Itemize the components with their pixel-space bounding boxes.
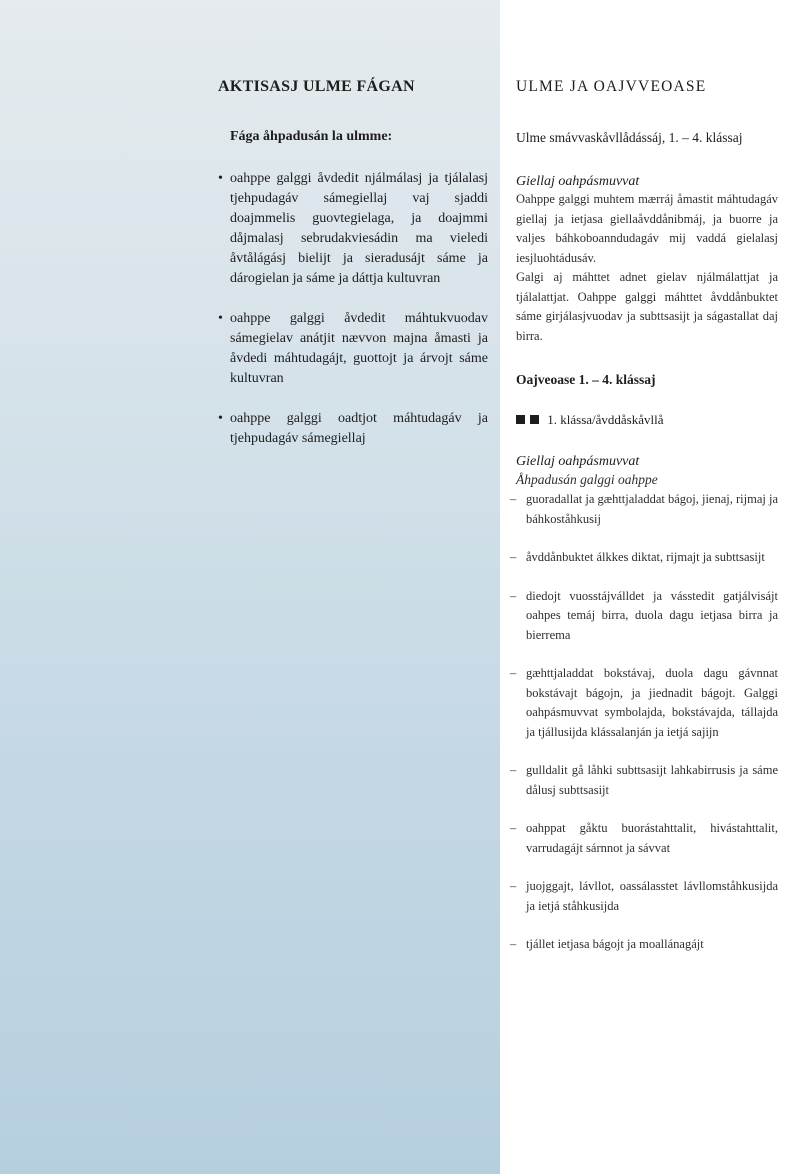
list-item: – guoradallat ja gæhttjaladdat bágoj, jienaj, rijmaj ja báhkoståhkusij <box>516 490 778 529</box>
goal-paragraph-1: Oahppe galggi muhtem mærráj åmastit máhtudagáv giellaj ja ietjasa giellaåvddånibmáj, ja buorre ja valjes báhkoboanndudagáv mij vaddá gielalasj iesjluohtádusáv. <box>516 192 778 265</box>
left-title: AKTISASJ ULME FÁGAN <box>218 78 415 95</box>
list-item: – juojggajt, lávllot, oassálasstet lávllomståhkusijda ja ietjá ståhkusijda <box>516 877 778 916</box>
level-label-row <box>516 412 778 428</box>
list-item: – tjállet ietjasa bágojt ja moallánagájt <box>516 935 778 955</box>
square-bullet-icon <box>530 415 539 424</box>
list-item: – åvddånbuktet álkkes diktat, rijmajt ja subttsasijt <box>516 548 778 568</box>
right-column <box>516 78 778 974</box>
left-column <box>218 78 488 469</box>
list-item: – gæhttjaladdat bokstávaj, duola dagu gávnnat bokstávajt bágojn, ja jiednadit bágojt. Galggi oahpásmuvvat symbolajda, bokstávajda, tállajda ja tjállusijda klássalanján ja ietjá sajijn <box>516 664 778 742</box>
level-label: 1. klássa/åvddåskåvllå <box>547 412 664 427</box>
goal-paragraph-2: Galgi aj máhttet adnet gielav njálmálattjat ja tjálalattjat. Oahppe galggi máhttet åvddånbuktet sáme girjálasjvuodav ja subttsasijt ja ságastallat daj birra. <box>516 270 778 343</box>
square-bullet-icon <box>516 415 525 424</box>
left-subtitle: Fága åhpadusán la ulmme: <box>230 129 393 144</box>
section-heading: Oajveoase 1. – 4. klássaj <box>516 372 656 387</box>
goal-heading: Giellaj oahpásmuvvat <box>516 174 640 189</box>
content-item-list <box>516 490 778 955</box>
list-item: – diedojt vuosstájválldet ja vásstedit gatjálvisájt oahpes temáj birra, duola dagu ietjasa birra ja bierrema <box>516 587 778 646</box>
goal-bullet: • oahppe galggi åvdedit njálmálasj ja tjálalasj tjehpudagáv sámegiellaj vaj sjaddi doajmmelis guovtegielaga, ja doajmmi dåjmalasj sebrudakviesádin ma vieledi åvtålágásj bielijt ja sieradusájt sáme ja dárogielan ja sáme ja dáttja kultuvran <box>218 169 488 289</box>
right-title: ULME JA OAJVVEOASE <box>516 78 707 95</box>
list-item: – oahppat gåktu buorástahttalit, hivástahttalit, varrudagájt sárnnot ja sávvat <box>516 819 778 858</box>
goal-bullet-list <box>218 169 488 449</box>
sub-italic-line: Åhpadusán galggi oahppe <box>516 472 658 487</box>
right-subtitle: Ulme smávvaskåvllådássáj, 1. – 4. klássaj <box>516 130 743 145</box>
list-item: – gulldalit gå låhki subttsasijt lahkabirrusis ja sáme dålusj subttsasijt <box>516 761 778 800</box>
goal-bullet: • oahppe galggi oadtjot máhtudagáv ja tjehpudagáv sámegiellaj <box>218 409 488 449</box>
goal-bullet: • oahppe galggi åvdedit máhtukvuodav sámegielav anátjit nævvon majna åmasti ja åvdedi máhtudagájt, guottojt ja árvojt sáme kultuvran <box>218 309 488 389</box>
sub-heading: Giellaj oahpásmuvvat <box>516 454 640 469</box>
